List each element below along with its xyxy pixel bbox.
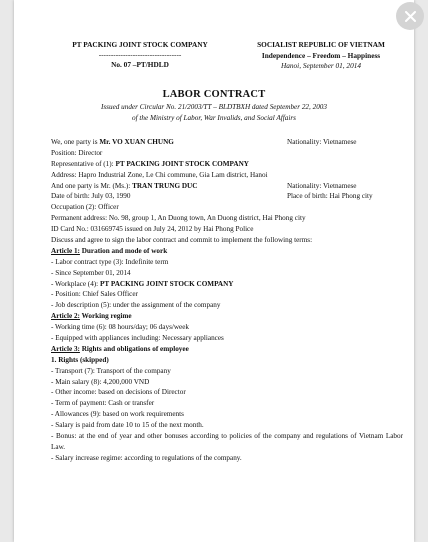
since-line: - Since September 01, 2014 [51,268,131,277]
article-1-title: Duration and mode of work [79,246,168,255]
party2-name: TRAN TRUNG DUC [132,181,198,190]
document-page [14,0,414,542]
document-number: No. 07 –PT/HDLD [111,59,169,69]
contract-subtitle [14,102,414,123]
close-icon [405,11,416,22]
id-card-line: ID Card No.: 031669745 issued on July 24, 2012 by Hai Phong Police [51,225,254,234]
subtitle-line-2: of the Ministry of Labor, War Invalids, and Social Affairs [132,113,296,122]
representative-line [51,159,403,170]
workplace-line [51,279,403,290]
party2-nationality: Nationality: Vietnamese [287,181,357,190]
bonus-paragraph: - Bonus: at the end of year and other bonuses according to policies of the company and regulations of Vietnam Labor Law. [51,432,403,451]
position-line: Position: Director [51,148,103,157]
country-name: SOCIALIST REPUBLIC OF VIETNAM [257,40,385,49]
equipment-line: - Equipped with appliances including: Necessary appliances [51,334,224,343]
header-left [46,40,234,70]
date-of-birth: Date of birth: July 03, 1990 [51,192,131,201]
salary-paid-line: - Salary is paid from date 10 to 15 of the next month. [51,421,204,430]
subtitle-line-1: Issued under Circular No. 21/2003/TT – BLDTBXH dated September 22, 2003 [100,103,327,111]
article-3-heading [51,344,403,355]
job-position-line: - Position: Chief Sales Officer [51,290,138,299]
place-date: Hanoi, September 01, 2014 [280,61,362,70]
workplace-name: PT PACKING JOINT STOCK COMPANY [99,279,234,288]
working-time-line: - Working time (6): 08 hours/day; 06 days/week [51,323,190,332]
article-3-title: Rights and obligations of employee [79,344,189,353]
transport-line: - Transport (7): Transport of the company [51,366,171,375]
other-income-line: - Other income: based on decisions of Director [51,388,186,397]
party1-prefix: We, one party is [51,138,100,146]
place-of-birth: Place of birth: Hai Phong city [287,192,373,201]
address-line: Address: Hapro Industrial Zone, Le Chi commune, Gia Lam district, Hanoi [51,170,268,179]
representative-prefix: Representative of (1): [51,159,116,168]
payment-term-line: - Term of payment: Cash or transfer [51,399,155,408]
party1-nationality: Nationality: Vietnamese [287,138,357,146]
article-1-label: Article 1: [51,246,80,255]
article-3-label: Article 3: [51,344,80,353]
party2-prefix: And one party is Mr. (Ms.): [51,181,133,190]
party2-line [51,181,403,192]
close-button[interactable] [396,2,424,30]
national-motto: Independence – Freedom – Happiness [261,50,381,60]
company-name: PT PACKING JOINT STOCK COMPANY [72,40,208,49]
main-salary-line: - Main salary (8): 4,200,000 VND [51,377,150,386]
contract-body [51,137,403,464]
salary-increase-line: - Salary increase regime: according to regulations of the company. [51,453,242,462]
contract-title: LABOR CONTRACT [162,89,266,100]
occupation-line: Occupation (2): Officer [51,203,119,212]
job-description-line: - Job description (5): under the assignment of the company [51,301,221,310]
representative-name: PT PACKING JOINT STOCK COMPANY [115,159,249,168]
party1-line [51,137,403,148]
allowances-line: - Allowances (9): based on work requirements [51,410,184,419]
workplace-prefix: - Workplace (4): [51,279,100,288]
article-2-label: Article 2: [51,312,80,321]
company-rule: ---------------------------------- [98,49,182,59]
article-2-title: Working regime [79,312,132,321]
permanent-address-line: Permanent address: No. 98, group 1, An Duong town, An Duong district, Hai Phong city [51,214,306,223]
birth-line [51,191,403,202]
header-right [236,40,406,72]
party1-name: Mr. VO XUAN CHUNG [99,138,174,146]
article-2-heading [51,311,403,322]
article-1-heading [51,246,403,257]
contract-type-line: - Labor contract type (3): Indefinite term [51,257,169,266]
agreement-line: Discuss and agree to sign the labor contract and commit to implement the following terms: [51,236,313,245]
rights-line: 1. Rights (skipped) [51,355,109,364]
